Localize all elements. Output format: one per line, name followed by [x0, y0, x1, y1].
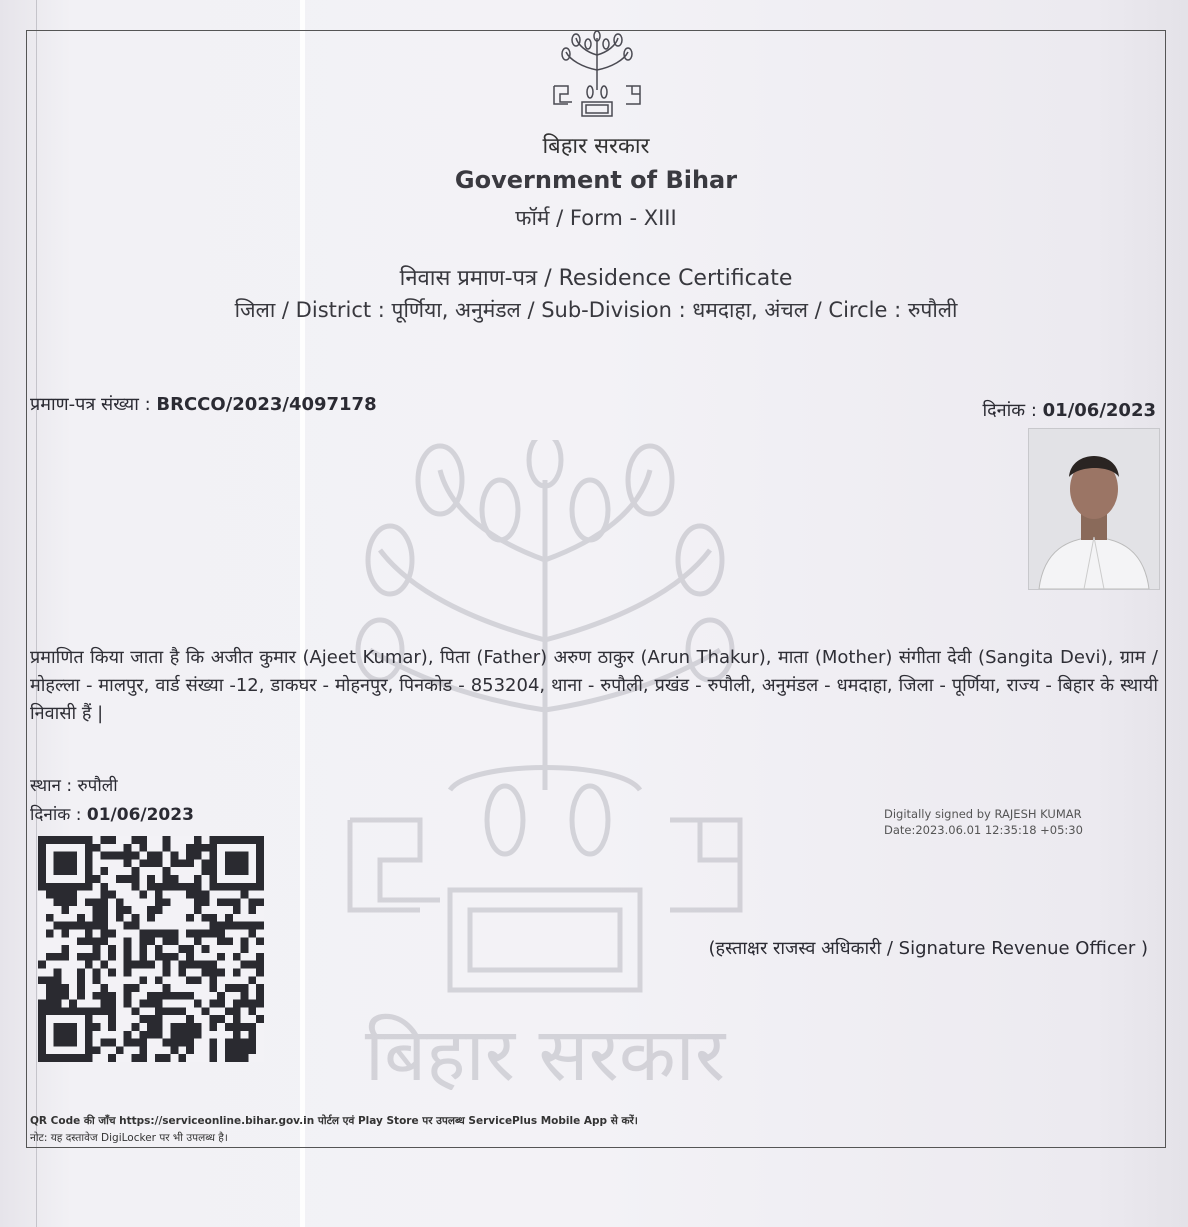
digilocker-note: नोट: यह दस्तावेज DigiLocker पर भी उपलब्ध है।	[30, 1132, 228, 1144]
footer-date-label: दिनांक :	[30, 805, 82, 825]
certificate-number	[30, 392, 377, 416]
certification-statement: प्रमाणित किया जाता है कि अजीत कुमार (Ajeet Kumar), पिता (Father) अरुण ठाकुर (Arun Thakur), माता (Mother) संगीता देवी (Sangita Devi), ग्राम / मोहल्ला - मालपुर, वार्ड संख्या -12, डाकघर - मोहनपुर, पिनकोड - 853204, थाना - रुपौली, प्रखंड - रुपौली, अनुमंडल - धमदाहा, जिला - पूर्णिया, राज्य - बिहार के स्थायी निवासी हैं |	[30, 647, 1158, 724]
certificate-number-value: BRCCO/2023/4097178	[156, 394, 377, 415]
qr-code-icon[interactable]	[38, 836, 264, 1062]
watermark-emblem	[330, 440, 760, 1090]
qr-verification-note: QR Code की जाँच https://serviceonline.bihar.gov.in पोर्टल एवं Play Store पर उपलब्ध ServicePlus Mobile App से करें।	[30, 1115, 638, 1127]
digital-signature-block	[884, 806, 1083, 838]
signature-officer-label: (हस्ताक्षर राजस्व अधिकारी / Signature Revenue Officer )	[708, 938, 1148, 959]
issue-date-value: 01/06/2023	[1042, 400, 1156, 421]
jurisdiction-line: जिला / District : पूर्णिया, अनुमंडल / Sub-Division : धमदाहा, अंचल / Circle : रुपौली	[234, 298, 958, 322]
header-title-hindi: बिहार सरकार	[542, 134, 650, 159]
footer-date	[30, 802, 194, 825]
certificate-number-label: प्रमाण-पत्र संख्या :	[30, 394, 151, 415]
digital-signature-signer: Digitally signed by RAJESH KUMAR	[884, 807, 1082, 821]
issue-date	[982, 398, 1156, 422]
place-of-issue: स्थान : रुपौली	[30, 776, 118, 796]
digital-signature-date: Date:2023.06.01 12:35:18 +05:30	[884, 823, 1083, 837]
applicant-photo	[1028, 428, 1160, 590]
bihar-emblem-icon	[548, 30, 646, 118]
issue-date-label: दिनांक :	[982, 400, 1037, 421]
form-number: फॉर्म / Form - XIII	[515, 206, 677, 230]
header-title-english: Government of Bihar	[454, 166, 738, 194]
watermark-text: बिहार सरकार	[364, 1012, 726, 1090]
certificate-title: निवास प्रमाण-पत्र / Residence Certificate	[399, 266, 793, 291]
footer-date-value: 01/06/2023	[86, 805, 194, 825]
